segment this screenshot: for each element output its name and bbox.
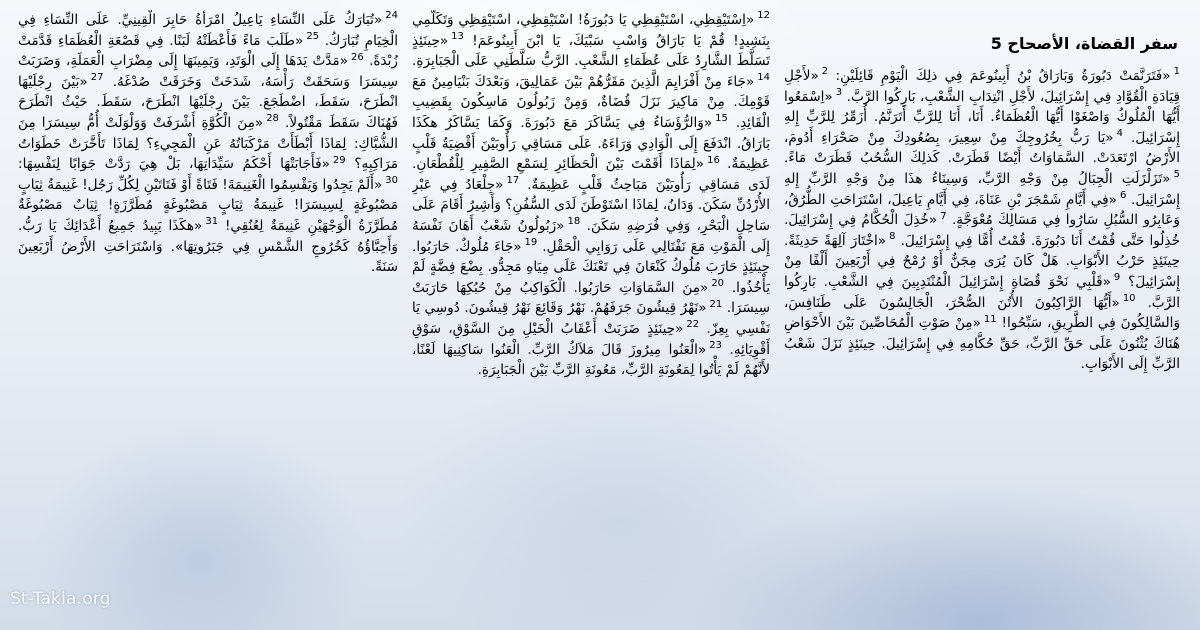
text-column-right [784,10,1180,622]
verse-number: 31 [205,216,219,228]
verse-text: «لأَجْلِ قِيَادَةِ الْقُوَّادِ فِي إِسْرَائِيلَ، لأَجْلِ انْتِدَابِ الشَّعْبِ، بَارِكُوا الرَّبَّ. [784,68,1180,105]
verse-number: 15 [715,113,728,125]
verses-block [412,10,770,381]
verse-number: 24 [385,10,398,22]
verse-text: «طَلَبَ مَاءً فَأَعْطَتْهُ لَبَنًا. فِي قَصْعَةِ الْعُظَمَاءِ قَدَّمَتْ زُبْدَةً. [18,32,398,70]
verse-text: «نَهْرُ قِيشُونَ جَرَفَهُمْ. نَهْرُ وَقَائِعَ نَهْرُ قِيشُونَ. دُوسِي يَا نَفْسِي بِعِزّ. [412,300,770,337]
verse-text: «اِسْمَعُوا أَيُّهَا الْمُلُوكُ وَاصْغَوْا أَيُّهَا الْعُظَمَاءُ. أَنَا، أَنَا لِلرَّبِّ أَتَرَنَّمُ. أُزَمِّرُ لِلرَّبِّ إِلهِ إِسْرَائِيلَ. [784,88,1180,146]
verse-text: «حِينَئِذٍ ضَرَبَتْ أَعْقَابُ الْخَيْلِ مِنَ السَّوْقِ، سَوْقِ أَقْوِيَائِهِ. [412,320,770,358]
verse-number: 9 [1113,272,1121,284]
verse-number: 5 [1173,169,1180,181]
verse-text: «مِنَ السَّمَاوَاتِ حَارَبُوا. الْكَوَاكِبُ مِنْ حُبُكِهَا حَارَبَتْ سِيسَرَا. [412,279,770,317]
verse-text: «فِي أَيَّامِ شَمْجَرَ بْنِ عَنَاةَ، فِي أَيَّامِ يَاعِيلَ، اسْتَرَاحَتِ الطُّرُقُ، وَعَابِرُو السُّبُلِ سَارُوا فِي مَسَالِكَ مُعْوَجَّةٍ. [784,191,1180,229]
verse-number: 10 [1122,293,1136,304]
verse-text: «مِنْ صَوْتِ الْمُحَاصِّينَ بَيْنَ الأَحْوَاضِ هُنَاكَ يُثْنُونَ عَلَى حَقِّ الرَّبِّ، حَقِّ حُكَّامِهِ فِي إِسْرَائِيلَ. حِينَئِذٍ نَزَلَ شَعْبُ الرَّبِّ إِلَى الأَبْوَابِ. [784,315,1180,373]
verse-number: 11 [983,313,997,325]
text-column-middle [412,10,770,622]
site-watermark: St-Takla.org [10,589,111,609]
verse-number: 25 [306,31,320,43]
verse-text: «الْعَنُوا مِيرُوزَ قَالَ مَلاَكُ الرَّبِّ. الْعَنُوا سَاكِنِيهَا لَعْنًا، لأَنَّهُمْ لَمْ يَأْتُوا لِمَعُونَةِ الرَّبِّ، مَعُونَةِ الرَّبِّ بَيْنَ الْجَبَابِرَةِ. [412,341,770,379]
verse-text: «لِمَاذَا أَقَمْتَ بَيْنَ الْحَظَائِرِ لِسَمْعِ الصَّفِيرِ لِلْقُطْعَانِ. لَدَى مَسَاقِي رَأُوبَيْنَ مَبَاحِثُ قَلْبٍ عَظِيمَةٌ. [412,156,770,193]
verse-number: 1 [1173,66,1180,78]
verse-number: 28 [266,113,279,125]
verse-text: «جِلْعَادُ فِي عَبْرِ الأُرْدُنِّ سَكَنَ. وَدَانُ، لِمَاذَا اسْتَوْطَنَ لَدَى السُّفُنِ؟ وَأَشِيرُ أَقَامَ عَلَى سَاحِلِ الْبَحْرِ، وَفِي فُرَضِهِ سَكَنَ. [412,176,770,234]
verse-text: «جَاءَ مِنْ أَفْرَايِمَ الَّذِينَ مَقَرُّهُمْ بَيْنَ عَمَالِيقَ، وَبَعْدَكَ بَنْيَامِينُ مَعَ قَوْمِكَ. مِنْ مَاكِيرَ نَزَلَ قُضَاةٌ، وَمِنْ زَبُولُونَ مَاسِكُونَ بِقَضِيبِ الْقَائِدِ. [412,73,770,131]
verse-text: «قَلْبِي نَحْوَ قُضَاةِ إِسْرَائِيلَ الْمُنْتَدِبِينَ فِي الشَّعْبِ. بَارِكُوا الرَّبَّ. [784,273,1180,311]
verse-number: 12 [757,10,770,22]
verse-text: «أَيُّهَا الرَّاكِبُونَ الأُتُنَ الصُّحْرَ، الْجَالِسُونَ عَلَى طَنَافِسَ، وَالسَّالِكُونَ فِي الطَّرِيقِ، سَبِّحُوا! [784,294,1180,332]
verse-text: «فَتَرَنَّمَتْ دَبُورَةُ وَبَارَاقُ بْنُ أَبِينُوعَمَ فِي ذلِكَ الْيَوْمِ قَائِلَيْنِ: [835,68,1171,84]
verse-number: 21 [709,298,723,310]
verse-number: 13 [451,31,464,43]
verse-number: 14 [757,72,770,84]
verse-number: 16 [707,154,720,166]
verse-number: 22 [686,319,700,331]
verse-number: 30 [385,175,398,187]
verse-text: «هكَذَا يَبِيدُ جَمِيعُ أَعْدَائِكَ يَا رَبُّ. وَأَحِبَّاؤُهُ كَخُرُوجِ الشَّمْسِ فِي جَبَرُوتِهَا». وَاسْتَرَاحَتِ الأَرْضُ أَرْبَعِينَ سَنَةً. [18,217,398,276]
verse-number: 8 [889,231,896,243]
text-column-left [18,10,398,530]
verse-number: 3 [835,87,843,99]
verse-number: 29 [332,154,346,166]
verse-number: 2 [821,66,829,78]
verse-text: «مَدَّتْ يَدَهَا إِلَى الْوَتَدِ، وَيَمِينَهَا إِلَى مِضْرَابِ الْعَمَلَةِ، وَضَرَبَتْ سِيسَرَا وَسَحَقَتْ رَأْسَهُ، شَدَخَتْ وَخَرَقَتْ صُدْغَهُ. [18,53,398,90]
verses-block [18,10,398,278]
verse-text: «خُذِلَ الْحُكَّامُ فِي إِسْرَائِيلَ. خُذِلُوا حَتَّى قُمْتُ أَنَا دَبُورَةَ. قُمْتُ أُمًّا فِي إِسْرَائِيلَ. [784,212,1180,249]
verse-text: «تُبَارَكُ عَلَى النِّسَاءِ يَاعِيلُ امْرَأَةُ حَابِرَ الْقِينِيِّ. عَلَى النِّسَاءِ فِي الْخِيَامِ تُبَارَكُ. [18,12,398,49]
verse-number: 18 [567,216,581,228]
verse-number: 27 [90,72,104,84]
verse-text: «اخْتَارَ آلِهَةً حَدِيثَةً. حِينَئِذٍ حَرْبُ الأَبْوَابِ. هَلْ كَانَ يُرَى مِجَنٌّ أَوْ رُمْحٌ فِي أَرْبَعِينَ أَلْفًا مِنْ إِسْرَائِيلَ؟ [784,232,1180,290]
verse-text: «تَزَلْزَلَتِ الْجِبَالُ مِنْ وَجْهِ الرَّبِّ، وَسِينَاءُ هذَا مِنْ وَجْهِ الرَّبِّ إِلهِ إِسْرَائِيلَ. [784,170,1180,208]
verse-text: «بَيْنَ رِجْلَيْهَا انْطَرَحَ، سَقَطَ، اضْطَجَعَ. بَيْنَ رِجْلَيْهَا انْطَرَحَ، سَقَطَ. حَيْثُ انْطَرَحَ فَهُنَاكَ سَقَطَ مَقْتُولاً. [18,73,398,131]
verse-number: 4 [1116,128,1123,140]
chapter-title: سفر القضاة، الأصحاح 5 [990,34,1178,53]
verse-number: 6 [1119,190,1127,202]
verse-text: «حِينَئِذٍ تَسَلَّطَ الشَّارِدُ عَلَى عُظَمَاءِ الشَّعْبِ. الرَّبُّ سَلَّطَنِي عَلَى الْجَبَابِرَةِ. [412,32,770,70]
verse-text: «فَأَجَابَتْهَا أَحْكَمُ سَيِّدَاتِهَا، بَلْ هِيَ رَدَّتْ جَوَابًا لِنَفْسِهَا: [18,156,330,173]
verse-text: «يَا رَبُّ بِخُرُوجِكَ مِنْ سِعِيرَ، بِصُعُودِكَ مِنْ صَحْرَاءِ أَدُومَ، الأَرْضُ ارْتَعَدَتْ. السَّمَاوَاتُ أَيْضًا قَطَرَتْ. كَذلِكَ السُّحُبُ قَطَرَتْ مَاءً. [784,129,1180,167]
verse-number: 26 [351,51,364,63]
verse-text: «جَاءَ مُلُوكٌ. حَارَبُوا. حِينَئِذٍ حَارَبَ مُلُوكُ كَنْعَانَ فِي تَعْنَكَ عَلَى مِيَاهِ مَجِدُّو. بِضْعَ فِضَّةٍ لَمْ يَأْخُذُوا. [412,238,770,296]
verse-text: «مِنَ الْكُوَّةِ أَشْرَفَتْ وَوَلْوَلَتْ أُمُّ سِيسَرَا مِنَ الشُّبَّاكِ: لِمَاذَا أَبْطَأَتْ مَرْكَبَاتُهُ عَنِ الْمَجِيءِ؟ لِمَاذَا تَأَخَّرَتْ خَطَوَاتُ مَرَاكِبِهِ؟ [18,114,398,173]
verse-number: 7 [940,210,947,222]
verse-text: «اِسْتَيْقِظِي، اسْتَيْقِظِي يَا دَبُورَةُ! اسْتَيْقِظِي، اسْتَيْقِظِي وَتَكَلَّمِي بِنَشِيدٍ! قُمْ يَا بَارَاقُ وَاسْبِ سَبْيَكَ، يَا ابْنَ أَبِينُوعَمَ! [412,12,770,49]
verses-block [784,66,1180,375]
verse-number: 17 [506,175,520,187]
verse-text: «أَلَمْ يَجِدُوا وَيَقْسِمُوا الْغَنِيمَةَ! فَتَاةً أَوْ فَتَاتَيْنِ لِكُلِّ رَجُل! غَنِيمَةُ ثِيَابٍ مَصْبُوغَةٍ لِسِيسَرَا! غَنِيمَةُ ثِيَابٍ مَصْبُوغَةٍ مُطَرَّزَةٍ! ثِيَابٌ مَصْبُوغَةٌ مُطَرَّزَةُ الْوَجْهَيْنِ غَنِيمَةٌ لِعُنُقِي! [18,176,398,234]
verse-number: 23 [709,339,722,351]
verse-number: 19 [524,237,538,248]
verse-text: «وَالرُّؤَسَاءُ فِي يَسَّاكَرَ مَعَ دَبُورَةَ. وَكَمَا يَسَّاكَرُ هكَذَا بَارَاقُ. انْدَفَعَ إِلَى الْوَادِي وَرَاءَهُ. عَلَى مَسَاقِي رَأُوبَيْنَ أَقْضِيَةُ قَلْبٍ عَظِيمَةٌ. [412,114,770,173]
verse-text: «زَبُولُونُ شَعْبٌ أَهَانَ نَفْسَهُ إِلَى الْمَوْتِ مَعَ نَفْتَالِي عَلَى رَوَابِي الْحَقْلِ. [412,217,770,255]
verse-number: 20 [711,278,725,290]
